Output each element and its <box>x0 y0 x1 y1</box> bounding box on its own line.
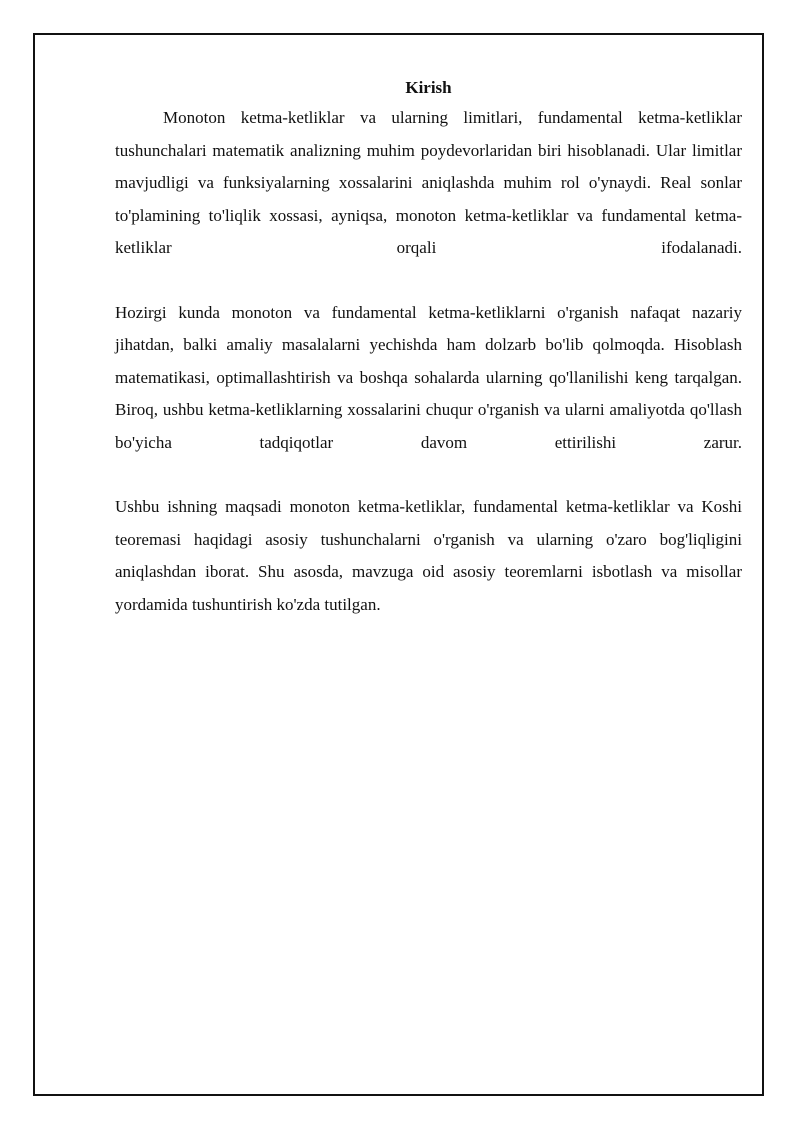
paragraph-spacer <box>115 459 742 491</box>
paragraph-2: Hozirgi kunda monoton va fundamental ketma-ketliklarni o'rganish nafaqat nazariy jihatdan, balki amaliy masalalarni yechishda ham dolzarb bo'lib qolmoqda. Hisoblash matematikasi, optimallashtirish va boshqa sohalarda ularning qo'llanilishi keng tarqalgan. Biroq, ushbu ketma-ketliklarning xossalarini chuqur o'rganish va ularni amaliyotda qo'llash bo'yicha tadqiqotlar davom ettirilishi zarur. <box>115 302 742 452</box>
paragraph-1: Monoton ketma-ketliklar va ularning limitlari, fundamental ketma-ketliklar tushunchalari matematik analizning muhim poydevorlaridan biri hisoblanadi. Ular limitlar mavjudligi va funksiyalarning xossalarini aniqlashda muhim rol o'ynaydi. Real sonlar to'plamining to'liqlik xossasi, ayniqsa, monoton ketma-ketliklar va fundamental ketma-ketliklar orqali ifodalanadi. <box>115 108 742 257</box>
paragraph-spacer <box>115 265 742 297</box>
document-title: Kirish <box>405 78 452 97</box>
document-body <box>115 76 742 621</box>
paragraph-3: Ushbu ishning maqsadi monoton ketma-ketliklar, fundamental ketma-ketliklar va Koshi teoremasi haqidagi asosiy tushunchalarni o'rganish va ularning o'zaro bog'liqligini aniqlashdan iborat. Shu asosda, mavzuga oid asosiy teoremlarni isbotlash va misollar yordamida tushuntirish ko'zda tutilgan. <box>115 497 742 614</box>
